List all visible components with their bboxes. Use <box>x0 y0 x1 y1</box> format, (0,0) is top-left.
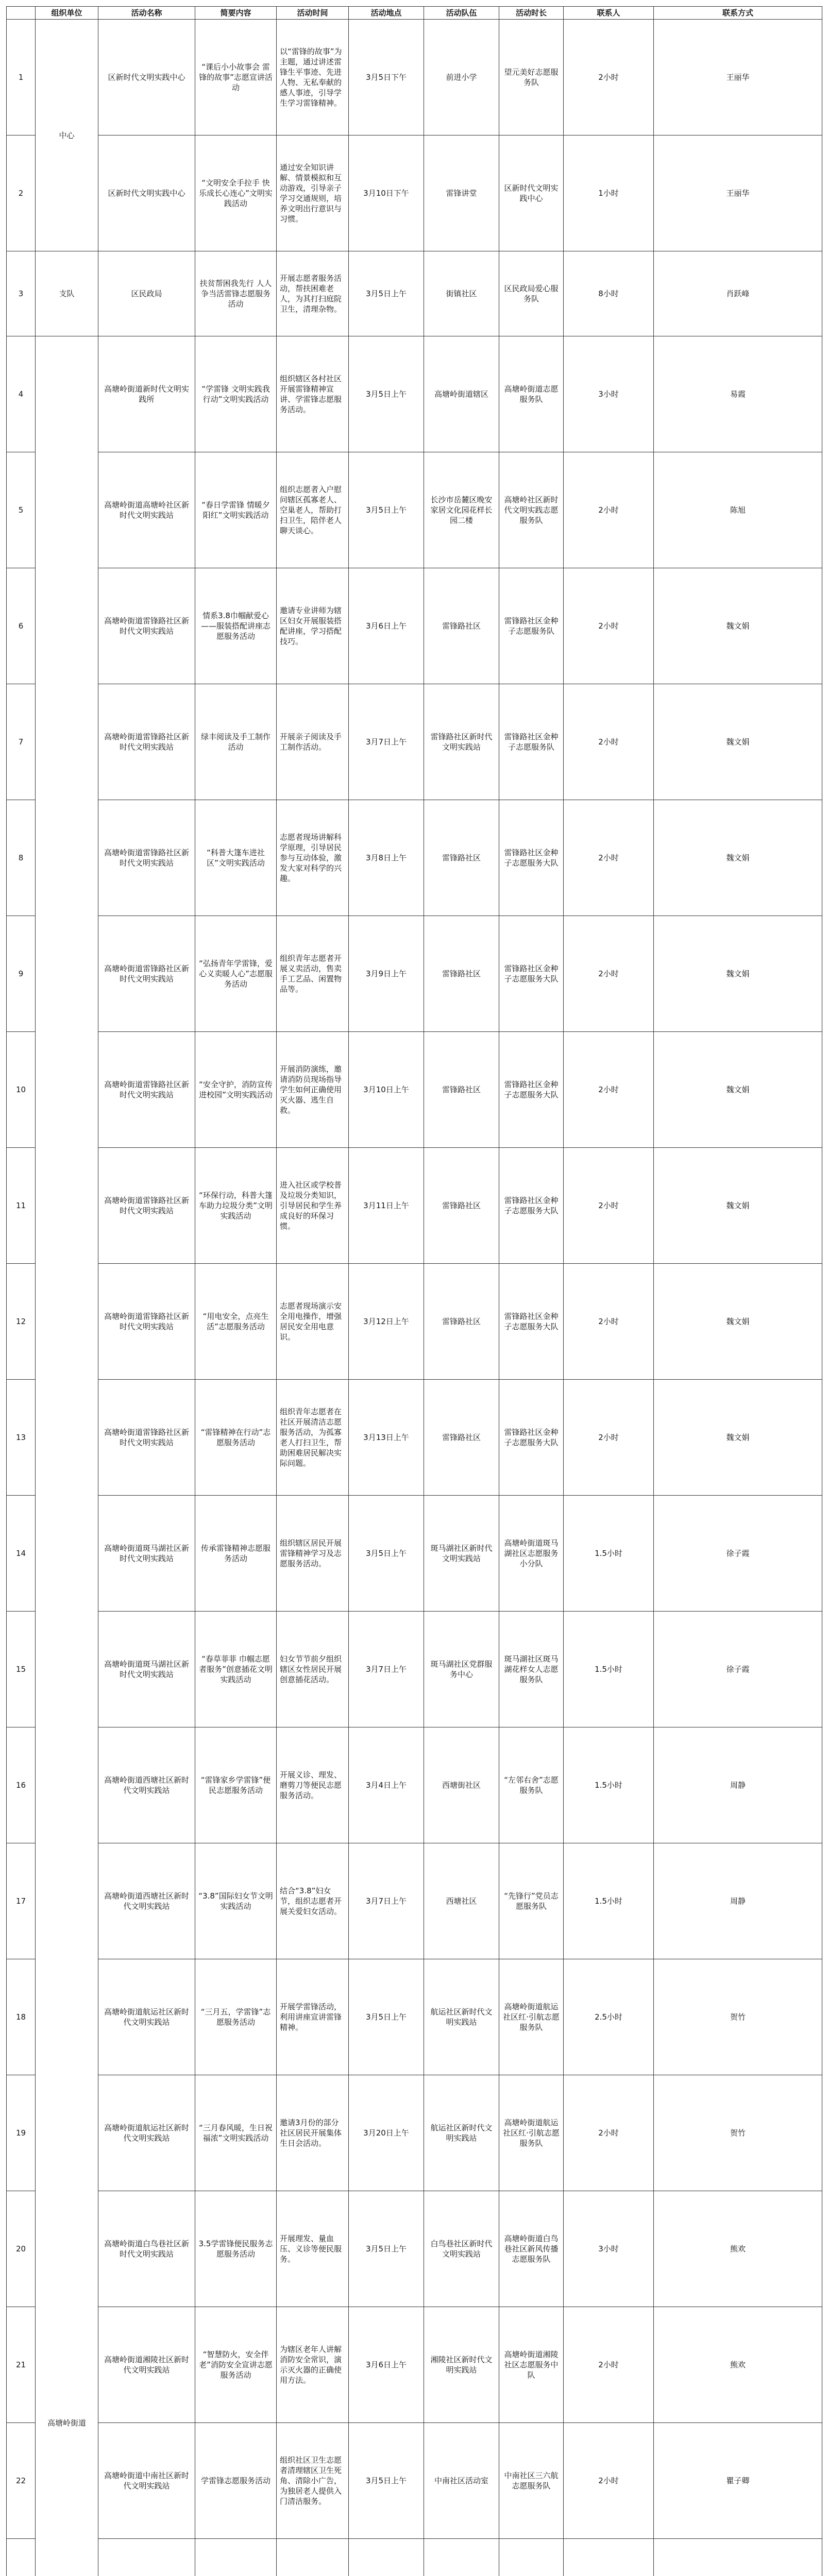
cell-org: 高塘岭街道西塘社区新时代文明实践站 <box>98 1727 195 1843</box>
cell-org: 高塘岭街道西塘社区新时代文明实践站 <box>98 1843 195 1959</box>
cell-place: 雷锋路社区 <box>424 1380 499 1496</box>
table-row <box>7 2191 822 2307</box>
cell-team: 高塘岭街道志愿服务队 <box>499 336 564 452</box>
cell-no: 3 <box>7 251 36 336</box>
column-header: 活动地点 <box>349 7 424 20</box>
column-header: 联系方式 <box>654 7 822 20</box>
column-header: 活动名称 <box>98 7 195 20</box>
cell-time: 3月12日上午 <box>349 1264 424 1380</box>
cell-contact: 魏文娟 <box>654 1148 822 1264</box>
cell-contact: 陈旭 <box>654 452 822 568</box>
cell-no: 6 <box>7 568 36 684</box>
cell-hours: 3小时 <box>564 2191 654 2307</box>
cell-hours <box>564 2539 654 2576</box>
cell-contact: 熊欢 <box>654 2191 822 2307</box>
cell-contact: 魏文娟 <box>654 568 822 684</box>
cell-org: 高塘岭街道雷锋路社区新时代文明实践站 <box>98 1264 195 1380</box>
cell-hours: 8小时 <box>564 251 654 336</box>
cell-hours: 2.5小时 <box>564 1959 654 2075</box>
activity-schedule-table <box>6 6 822 2576</box>
cell-place: 前进小学 <box>424 20 499 135</box>
cell-place: 中南社区活动室 <box>424 2423 499 2539</box>
cell-content: 组织辖区各村社区开展雷锋精神宣讲、学雷锋志愿服务活动。 <box>277 336 349 452</box>
cell-place: 斑马湖社区党群服务中心 <box>424 1612 499 1727</box>
cell-contact: 魏文娟 <box>654 1380 822 1496</box>
cell-hours: 2小时 <box>564 2075 654 2191</box>
cell-contact: 王丽华 <box>654 20 822 135</box>
cell-org: 高塘岭街道斑马湖社区新时代文明实践站 <box>98 1612 195 1727</box>
cell-no: 13 <box>7 1380 36 1496</box>
cell-org: 高塘岭街道高塘岭社区新时代文明实践站 <box>98 452 195 568</box>
cell-name: “课后小小故事会 雷锋的故事”志愿宣讲活动 <box>195 20 277 135</box>
cell-content: 进入社区或学校普及垃圾分类知识，引导居民和学生养成良好的环保习惯。 <box>277 1148 349 1264</box>
cell-hours: 2小时 <box>564 568 654 684</box>
cell-content: 邀请专业讲师为辖区妇女开展服装搭配讲座，学习搭配技巧。 <box>277 568 349 684</box>
cell-time: 3月10日上午 <box>349 1032 424 1148</box>
cell-contact: 周静 <box>654 1843 822 1959</box>
cell-hours: 2小时 <box>564 2423 654 2539</box>
cell-no: 16 <box>7 1727 36 1843</box>
cell-team: 雷锋路社区金种子志愿服务大队 <box>499 1264 564 1380</box>
cell-time: 3月5日上午 <box>349 336 424 452</box>
cell-name: 传承雷锋精神志愿服务活动 <box>195 1496 277 1612</box>
cell-place: 雷锋路社区新时代文明实践站 <box>424 684 499 800</box>
cell-team: 高塘岭社区新时代文明实践志愿服务队 <box>499 452 564 568</box>
cell-no: 15 <box>7 1612 36 1727</box>
cell-name: 绿丰阅读及手工制作活动 <box>195 684 277 800</box>
cell-place: 白鸟巷社区新时代文明实践站 <box>424 2191 499 2307</box>
table-row <box>7 1496 822 1612</box>
cell-contact: 徐子霞 <box>654 1612 822 1727</box>
cell-org: 高塘岭街道雷锋路社区新时代文明实践站 <box>98 916 195 1032</box>
cell-no: 19 <box>7 2075 36 2191</box>
cell-org <box>98 2539 195 2576</box>
cell-team: 高塘岭街道航运社区红·引航志愿服务队 <box>499 2075 564 2191</box>
cell-no: 22 <box>7 2423 36 2539</box>
cell-name: 扶贫帮困我先行 人人争当活雷锋志愿服务活动 <box>195 251 277 336</box>
table-row <box>7 336 822 452</box>
cell-org: 区新时代文明实践中心 <box>98 135 195 251</box>
cell-unit: 中心 <box>36 20 98 251</box>
cell-place: 高塘岭街道辖区 <box>424 336 499 452</box>
cell-hours: 2小时 <box>564 20 654 135</box>
cell-name: “智慧防火，安全伴老”消防安全宣讲志愿服务活动 <box>195 2307 277 2423</box>
cell-name: “科普大篷车进社区”文明实践活动 <box>195 800 277 916</box>
cell-time: 3月7日上午 <box>349 684 424 800</box>
cell-team: 高塘岭街道斑马湖社区志愿服务小分队 <box>499 1496 564 1612</box>
cell-time: 3月6日上午 <box>349 2307 424 2423</box>
cell-team: 雷锋路社区金种子志愿服务队 <box>499 684 564 800</box>
cell-time: 3月13日上午 <box>349 1380 424 1496</box>
cell-team: 雷锋路社区金种子志愿服务队 <box>499 568 564 684</box>
cell-hours: 2小时 <box>564 1032 654 1148</box>
cell-time: 3月5日上午 <box>349 251 424 336</box>
cell-hours: 3小时 <box>564 336 654 452</box>
cell-contact: 熊欢 <box>654 2307 822 2423</box>
cell-team: 区新时代文明实践中心 <box>499 135 564 251</box>
cell-name: “文明安全手拉手 快乐成长心连心”文明实践活动 <box>195 135 277 251</box>
cell-time: 3月5日上午 <box>349 1496 424 1612</box>
cell-no: 8 <box>7 800 36 916</box>
cell-place: 航运社区新时代文明实践站 <box>424 1959 499 2075</box>
cell-no: 2 <box>7 135 36 251</box>
cell-content: 组织青年志愿者开展义卖活动，售卖手工艺品、闲置物品等。 <box>277 916 349 1032</box>
cell-time: 3月8日上午 <box>349 800 424 916</box>
cell-place: 雷锋路社区 <box>424 568 499 684</box>
cell-hours: 2小时 <box>564 800 654 916</box>
cell-hours: 2小时 <box>564 2307 654 2423</box>
cell-no: 7 <box>7 684 36 800</box>
cell-time: 3月5日上午 <box>349 1959 424 2075</box>
cell-contact <box>654 2539 822 2576</box>
cell-content <box>277 2539 349 2576</box>
cell-team: 中南社区三六航志愿服务队 <box>499 2423 564 2539</box>
cell-org: 高塘岭街道雷锋路社区新时代文明实践站 <box>98 1032 195 1148</box>
cell-no: 4 <box>7 336 36 452</box>
cell-name: “弘扬青年学雷锋，爱心义卖暖人心”志愿服务活动 <box>195 916 277 1032</box>
cell-contact: 周静 <box>654 1727 822 1843</box>
cell-team: 斑马湖社区斑马湖花样女人志愿服务队 <box>499 1612 564 1727</box>
cell-time: 3月9日上午 <box>349 916 424 1032</box>
cell-contact: 魏文娟 <box>654 1264 822 1380</box>
cell-no: 11 <box>7 1148 36 1264</box>
cell-hours: 2小时 <box>564 1264 654 1380</box>
cell-place: 雷锋路社区 <box>424 800 499 916</box>
cell-name: “春日学雷锋 情暖夕阳红”文明实践活动 <box>195 452 277 568</box>
cell-team: 雷锋路社区金种子志愿服务大队 <box>499 916 564 1032</box>
table-row <box>7 2307 822 2423</box>
cell-no: 9 <box>7 916 36 1032</box>
cell-time: 3月5日上午 <box>349 2191 424 2307</box>
table-row <box>7 135 822 251</box>
cell-org: 高塘岭街道雷锋路社区新时代文明实践站 <box>98 1148 195 1264</box>
cell-hours: 1小时 <box>564 135 654 251</box>
cell-content: 为辖区老年人讲解消防安全常识，演示灭火器的正确使用方法。 <box>277 2307 349 2423</box>
column-header: 活动队伍 <box>424 7 499 20</box>
cell-place: 雷锋路社区 <box>424 1032 499 1148</box>
cell-org: 高塘岭街道航运社区新时代文明实践站 <box>98 1959 195 2075</box>
table-row <box>7 1612 822 1727</box>
cell-content: 开展志愿者服务活动，帮扶困难老人，为其打扫庭院卫生，清理杂物。 <box>277 251 349 336</box>
table-row <box>7 20 822 135</box>
cell-no <box>7 2539 36 2576</box>
cell-content: 开展理发、量血压、义诊等便民服务。 <box>277 2191 349 2307</box>
cell-contact: 贺竹 <box>654 2075 822 2191</box>
cell-unit: 支队 <box>36 251 98 336</box>
cell-no: 20 <box>7 2191 36 2307</box>
cell-content: 邀请3月份的部分社区居民开展集体生日会活动。 <box>277 2075 349 2191</box>
cell-unit: 高塘岭街道 <box>36 336 98 2576</box>
table-row <box>7 800 822 916</box>
cell-time: 3月7日上午 <box>349 1612 424 1727</box>
cell-content: 开展亲子阅读及手工制作活动。 <box>277 684 349 800</box>
table-row <box>7 1032 822 1148</box>
table-row <box>7 1380 822 1496</box>
cell-team: 高塘岭街道白鸟巷社区新风传播志愿服务队 <box>499 2191 564 2307</box>
cell-contact: 魏文娟 <box>654 916 822 1032</box>
cell-no: 21 <box>7 2307 36 2423</box>
cell-team: 雷锋路社区金种子志愿服务大队 <box>499 1032 564 1148</box>
cell-org: 高塘岭街道中南社区新时代文明实践站 <box>98 2423 195 2539</box>
cell-name: “用电安全，点亮生活”志愿服务活动 <box>195 1264 277 1380</box>
cell-place: 雷锋路社区 <box>424 1148 499 1264</box>
table-row <box>7 1148 822 1264</box>
cell-content: 通过安全知识讲解、情景模拟和互动游戏，引导亲子学习交通规则，培养文明出行意识与习惯。 <box>277 135 349 251</box>
cell-team <box>499 2539 564 2576</box>
cell-no: 10 <box>7 1032 36 1148</box>
cell-content: 组织社区卫生志愿者清理辖区卫生死角、清除小广告，为独居老人提供入门清洁服务。 <box>277 2423 349 2539</box>
cell-time: 3月7日上午 <box>349 1843 424 1959</box>
column-header: 联系人 <box>564 7 654 20</box>
column-header: 活动时长 <box>499 7 564 20</box>
cell-hours: 2小时 <box>564 1380 654 1496</box>
cell-name <box>195 2539 277 2576</box>
cell-name: “3.8”国际妇女节文明实践活动 <box>195 1843 277 1959</box>
cell-no: 5 <box>7 452 36 568</box>
cell-team: 高塘岭街道航运社区红·引航志愿服务队 <box>499 1959 564 2075</box>
table-row <box>7 1264 822 1380</box>
cell-team: 雷锋路社区金种子志愿服务大队 <box>499 1148 564 1264</box>
cell-content: 志愿者现场演示安全用电操作，增强居民安全用电意识。 <box>277 1264 349 1380</box>
cell-content: 妇女节节前夕组织辖区女性居民开展创意插花活动。 <box>277 1612 349 1727</box>
table-row <box>7 452 822 568</box>
cell-hours: 2小时 <box>564 916 654 1032</box>
cell-no: 12 <box>7 1264 36 1380</box>
cell-place: 街镇社区 <box>424 251 499 336</box>
cell-no: 14 <box>7 1496 36 1612</box>
table-row <box>7 2075 822 2191</box>
cell-team: “先锋行”党员志愿服务队 <box>499 1843 564 1959</box>
cell-name: “雷锋家乡学雷锋”便民志愿服务活动 <box>195 1727 277 1843</box>
cell-org: 区民政局 <box>98 251 195 336</box>
cell-team: 区民政局爱心服务队 <box>499 251 564 336</box>
cell-hours: 1.5小时 <box>564 1496 654 1612</box>
table-row <box>7 2423 822 2539</box>
cell-time: 3月5日上午 <box>349 2423 424 2539</box>
table-row <box>7 1959 822 2075</box>
cell-org: 高塘岭街道雷锋路社区新时代文明实践站 <box>98 800 195 916</box>
table-row <box>7 251 822 336</box>
cell-hours: 2小时 <box>564 452 654 568</box>
cell-contact: 徐子霞 <box>654 1496 822 1612</box>
cell-content: 以“雷锋的故事”为主题，通过讲述雷锋生平事迹、先进人物、无私奉献的感人事迹，引导学生学习雷锋精神。 <box>277 20 349 135</box>
cell-time: 3月5日上午 <box>349 452 424 568</box>
cell-place: 长沙市岳麓区晚安家居文化园花样长园二楼 <box>424 452 499 568</box>
cell-name: “三月五，学雷锋”志愿服务活动 <box>195 1959 277 2075</box>
cell-no: 17 <box>7 1843 36 1959</box>
cell-org: 高塘岭街道航运社区新时代文明实践站 <box>98 2075 195 2191</box>
cell-team: 望元美好志愿服务队 <box>499 20 564 135</box>
cell-place: 湘陵社区新时代文明实践站 <box>424 2307 499 2423</box>
column-header <box>7 7 36 20</box>
cell-content: 开展消防演练，邀请消防员现场指导学生如何正确使用灭火器、逃生自救。 <box>277 1032 349 1148</box>
cell-contact: 魏文娟 <box>654 684 822 800</box>
cell-hours: 2小时 <box>564 684 654 800</box>
cell-content: 组织辖区居民开展雷锋精神学习及志愿服务活动。 <box>277 1496 349 1612</box>
cell-name: “安全守护，消防宣传进校园”文明实践活动 <box>195 1032 277 1148</box>
cell-place: 西塘街社区 <box>424 1727 499 1843</box>
cell-time <box>349 2539 424 2576</box>
cell-place: 雷锋路社区 <box>424 916 499 1032</box>
cell-time: 3月4日上午 <box>349 1727 424 1843</box>
cell-place: 西塘社区 <box>424 1843 499 1959</box>
cell-time: 3月6日上午 <box>349 568 424 684</box>
table-body <box>7 20 822 2576</box>
cell-name: “春草菲菲 巾帼志愿者服务”创意插花文明实践活动 <box>195 1612 277 1727</box>
table-row <box>7 2539 822 2576</box>
cell-contact: 魏文娟 <box>654 1032 822 1148</box>
cell-org: 高塘岭街道白鸟巷社区新时代文明实践站 <box>98 2191 195 2307</box>
cell-org: 高塘岭街道雷锋路社区新时代文明实践站 <box>98 684 195 800</box>
cell-contact: 瞿子卿 <box>654 2423 822 2539</box>
cell-hours: 2小时 <box>564 1148 654 1264</box>
table-row <box>7 684 822 800</box>
cell-org: 高塘岭街道湘陵社区新时代文明实践站 <box>98 2307 195 2423</box>
cell-place: 斑马湖社区新时代文明实践站 <box>424 1496 499 1612</box>
cell-contact: 贺竹 <box>654 1959 822 2075</box>
cell-name: “环保行动，科普大篷车助力垃圾分类”文明实践活动 <box>195 1148 277 1264</box>
cell-name: 3.5学雷锋便民服务志愿服务活动 <box>195 2191 277 2307</box>
cell-place: 雷锋讲堂 <box>424 135 499 251</box>
cell-contact: 魏文娟 <box>654 800 822 916</box>
table-row <box>7 568 822 684</box>
cell-name: “学雷锋 文明实践我行动”文明实践活动 <box>195 336 277 452</box>
cell-time: 3月20日上午 <box>349 2075 424 2191</box>
cell-time: 3月10日下午 <box>349 135 424 251</box>
cell-contact: 易霞 <box>654 336 822 452</box>
cell-org: 高塘岭街道雷锋路社区新时代文明实践站 <box>98 568 195 684</box>
cell-time: 3月5日下午 <box>349 20 424 135</box>
cell-content: 结合“3.8”妇女节，组织志愿者开展关爱妇女活动。 <box>277 1843 349 1959</box>
table-row <box>7 1727 822 1843</box>
cell-content: 组织青年志愿者在社区开展清洁志愿服务活动，为孤寡老人打扫卫生，帮助困难居民解决实际问题。 <box>277 1380 349 1496</box>
cell-name: “雷锋精神在行动”志愿服务活动 <box>195 1380 277 1496</box>
cell-org: 高塘岭街道斑马湖社区新时代文明实践站 <box>98 1496 195 1612</box>
cell-org: 区新时代文明实践中心 <box>98 20 195 135</box>
table-row <box>7 916 822 1032</box>
cell-name: “三月春风暖，生日祝福浓”文明实践活动 <box>195 2075 277 2191</box>
cell-team: 高塘岭街道湘陵社区志愿服务中队 <box>499 2307 564 2423</box>
header-row <box>7 7 822 20</box>
cell-no: 1 <box>7 20 36 135</box>
cell-name: 学雷锋志愿服务活动 <box>195 2423 277 2539</box>
cell-name: 情系3.8巾帼献爱心——服装搭配讲座志愿服务活动 <box>195 568 277 684</box>
cell-no: 18 <box>7 1959 36 2075</box>
cell-org: 高塘岭街道雷锋路社区新时代文明实践站 <box>98 1380 195 1496</box>
cell-contact: 肖跃峰 <box>654 251 822 336</box>
cell-team: 雷锋路社区金种子志愿服务大队 <box>499 1380 564 1496</box>
cell-content: 志愿者现场讲解科学原理，引导居民参与互动体验，激发大家对科学的兴趣。 <box>277 800 349 916</box>
cell-team: 雷锋路社区金种子志愿服务大队 <box>499 800 564 916</box>
cell-contact: 王丽华 <box>654 135 822 251</box>
cell-content: 开展学雷锋活动，利用讲座宣讲雷锋精神。 <box>277 1959 349 2075</box>
cell-time: 3月11日上午 <box>349 1148 424 1264</box>
cell-place: 雷锋路社区 <box>424 1264 499 1380</box>
cell-place: 航运社区新时代文明实践站 <box>424 2075 499 2191</box>
cell-org: 高塘岭街道新时代文明实践所 <box>98 336 195 452</box>
cell-content: 组织志愿者入户慰问辖区孤寡老人、空巢老人，帮助打扫卫生，陪伴老人聊天谈心。 <box>277 452 349 568</box>
cell-hours: 1.5小时 <box>564 1612 654 1727</box>
cell-team: “左邻右舍”志愿服务队 <box>499 1727 564 1843</box>
column-header: 活动时间 <box>277 7 349 20</box>
table-row <box>7 1843 822 1959</box>
cell-content: 开展义诊、理发、磨剪刀等便民志愿服务活动。 <box>277 1727 349 1843</box>
cell-place <box>424 2539 499 2576</box>
cell-hours: 1.5小时 <box>564 1843 654 1959</box>
column-header: 组织单位 <box>36 7 98 20</box>
column-header: 简要内容 <box>195 7 277 20</box>
cell-hours: 1.5小时 <box>564 1727 654 1843</box>
